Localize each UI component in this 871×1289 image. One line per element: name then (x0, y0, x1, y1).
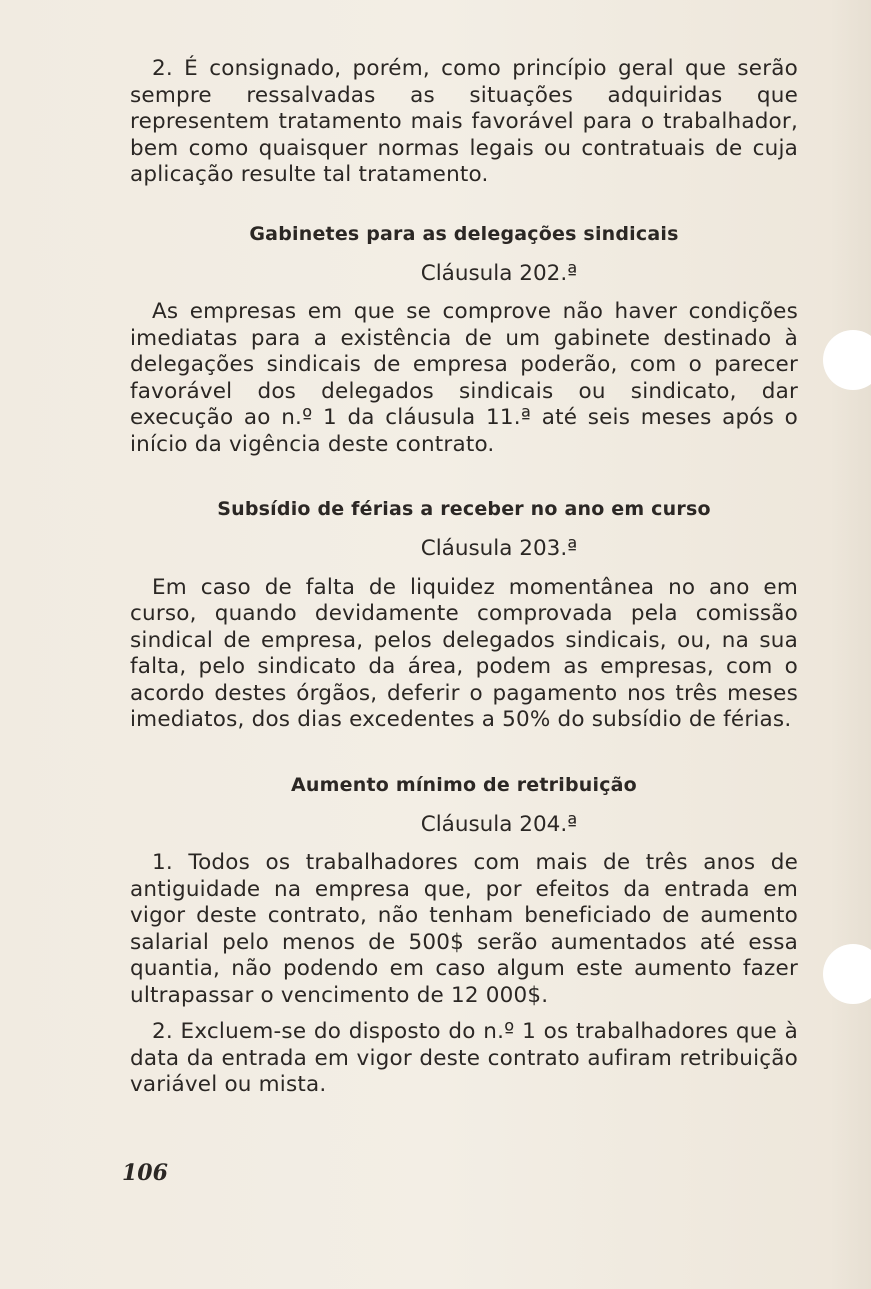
paragraph-intro: 2. É consignado, porém, como princípio geral que serão sempre ressalvadas as situações adquiridas que representem tratamento mais favorável para o trabalhador, bem como quaisquer normas legais ou contratuais de cuja aplicação resulte tal tratamento. (130, 56, 798, 187)
clause-202-title: Cláusula 202.ª (420, 260, 578, 286)
page-edge-shadow (831, 0, 871, 1289)
heading-aumento: Aumento mínimo de retribuição (291, 773, 637, 796)
paragraph-clause-203: Em caso de falta de liquidez momentânea no ano em curso, quando devidamente comprovada pela comissão sindical de empresa, pelos delegados sindicais, ou, na sua falta, pelo sindicato da área, podem as empresas, com o acordo destes órgãos, deferir o pagamento nos três meses imediatos, dos dias excedentes a 50% do subsídio de férias. (130, 574, 798, 732)
heading-gabinetes: Gabinetes para as delegações sindicais (249, 222, 679, 245)
paragraph-clause-204-2: 2. Excluem-se do disposto do n.º 1 os trabalhadores que à data da entrada em vigor deste contrato aufiram retribuição variável ou mista. (130, 1019, 798, 1097)
clause-203-title: Cláusula 203.ª (420, 536, 578, 561)
document-content (130, 56, 798, 1099)
heading-subsidio: Subsídio de férias a receber no ano em curso (217, 498, 711, 520)
paragraph-clause-202: As empresas em que se comprove não haver condições imediatas para a existência de um gabinete destinado à delegações sindicais de empresa poderão, com o parecer favorável dos delegados sindicais ou sindicato, dar execução ao n.º 1 da cláusula 11.ª até seis meses após o início da vigência deste contrato. (130, 299, 798, 457)
clause-204-title: Cláusula 204.ª (420, 811, 578, 837)
paragraph-clause-204-1: 1. Todos os trabalhadores com mais de três anos de antiguidade na empresa que, por efeitos da entrada em vigor deste contrato, não tenham beneficiado de aumento salarial pelo menos de 500$ serão aumentados até essa quantia, não podendo em caso algum este aumento fazer ultrapassar o vencimento de 12 000$. (130, 850, 798, 1008)
page-number: 106 (122, 1160, 168, 1186)
